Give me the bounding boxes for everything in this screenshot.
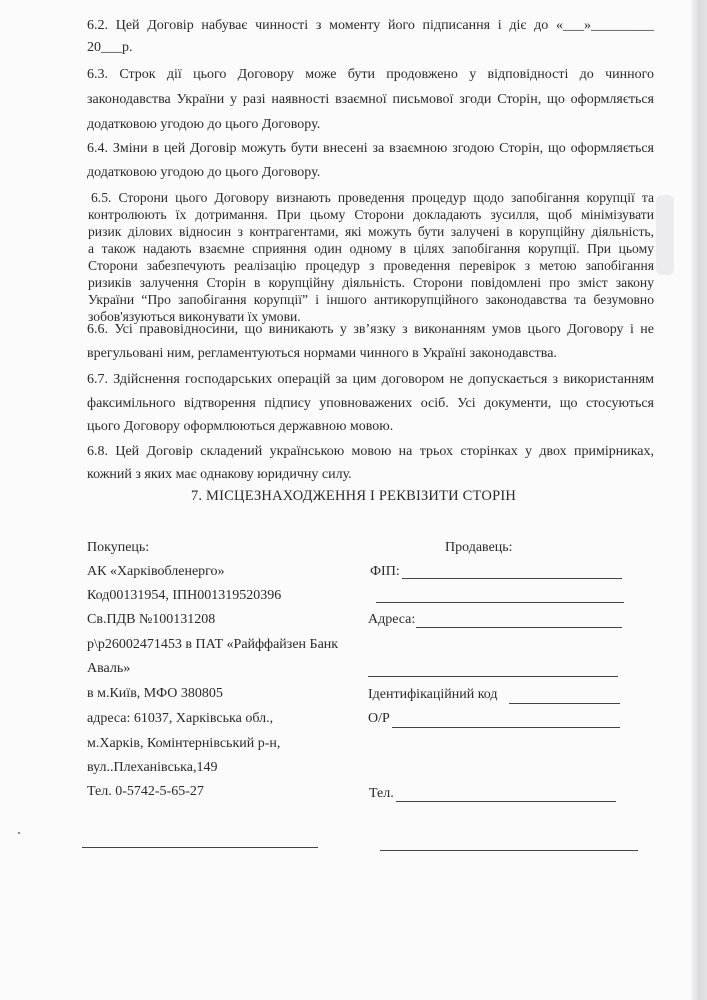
clause-6-7-line-1: 6.7. Здійснення господарських операцій за цим договором не допускається з використанням (87, 372, 654, 387)
seller-address-field-2 (368, 676, 618, 677)
clause-6-8-line-2: кожний з яких має однакову юридичну силу. (87, 467, 352, 482)
seller-signature-line (380, 850, 638, 851)
clause-6-6-line-1: 6.6. Усі правовідносини, що виникають у зв’язку з виконанням умов цього Договору і не (87, 322, 654, 337)
clause-6-5-line: України “Про запобігання корупції” і іншого антикорупційного законодавства та безумовно (88, 292, 654, 307)
buyer-signature-line (82, 847, 318, 848)
clause-6-5-line: ризик ділових відносин з контрагентами, які можуть бути залучені в корупційну діяльність, (88, 224, 654, 239)
clause-6-5-line: 6.5. Сторони цього Договору визнають проведення процедур щодо запобігання корупції та (91, 190, 654, 205)
clause-6-3-line-1: 6.3. Строк дії цього Договору може бути продовжено у відповідності до чинного (87, 67, 654, 82)
seller-id-code-field (509, 703, 620, 704)
clause-6-8-line-1: 6.8. Цей Договір складений українською мовою на трьох сторінках у двох примірниках, (87, 444, 654, 459)
buyer-address-line-3: вул..Плеханівська,149 (87, 760, 218, 775)
seller-phone-field (396, 801, 616, 802)
clause-6-7-line-2: факсимільного відтворення підпису уповноважених осіб. Усі документи, що стосуються (87, 396, 654, 411)
buyer-vat: Св.ПДВ №100131208 (87, 612, 216, 627)
clause-6-2-line-1: 6.2. Цей Договір набуває чинності з моменту його підписання і діє до «___»_________ (87, 18, 654, 33)
clause-6-4-line-1: 6.4. Зміни в цей Договір можуть бути внесені за взаємною згодою Сторін, що оформляється (87, 141, 654, 156)
seller-account-label: О/Р (368, 711, 390, 726)
seller-address-field (416, 627, 622, 628)
seller-label: Продавець: (445, 540, 513, 555)
buyer-city-mfo: в м.Київ, МФО 380805 (87, 686, 223, 701)
clause-6-5-line: Сторони забезпечують реалізацію процедур з проведення перевірок з метою запобігання (88, 258, 654, 273)
buyer-account-line-2: Аваль» (87, 661, 131, 676)
scan-smudge (656, 195, 674, 275)
clause-6-5-line: зобов'язуються виконувати їх умови. (88, 309, 301, 324)
seller-fip-label: ФІП: (370, 564, 400, 579)
buyer-address-line-2: м.Харків, Комінтернівський р-н, (87, 736, 281, 751)
buyer-codes: Код00131954, ІПН001319520396 (87, 588, 282, 603)
seller-fip-field (402, 578, 622, 579)
clause-6-3-line-3: додатковою угодою до цього Договору. (87, 117, 321, 132)
clause-6-5-line: а також надають взаємне сприяння один одному в цілях запобігання корупції. При цьому (88, 241, 654, 256)
clause-6-5 (88, 189, 654, 325)
clause-6-5-line: контролюють їх дотримання. При цьому Сторони докладають зусилля, щоб мінімізувати (88, 207, 654, 222)
clause-6-5-line: ризиків залучення Сторін в корупційну діяльність. Сторони повідомлені про зміст закону (88, 275, 654, 290)
seller-phone-label: Тел. (369, 786, 394, 801)
seller-id-code-label: Ідентифікаційний код (368, 687, 498, 702)
section-7-heading: 7. МІСЦЕЗНАХОДЖЕННЯ І РЕКВІЗИТИ СТОРІН (190, 488, 517, 504)
seller-address-label: Адреса: (368, 612, 416, 627)
scan-speck (18, 832, 20, 834)
clause-6-2-line-2: 20___р. (87, 40, 133, 55)
buyer-phone: Тел. 0-5742-5-65-27 (87, 784, 204, 799)
buyer-name: АК «Харківобленерго» (87, 564, 225, 579)
buyer-address-line-1: адреса: 61037, Харківська обл., (87, 711, 274, 726)
seller-fip-field-2 (376, 602, 624, 603)
clause-6-6-line-2: врегульовані ним, регламентуються нормами чинного в Україні законодавства. (87, 346, 557, 361)
buyer-label: Покупець: (87, 540, 150, 555)
seller-account-field (392, 727, 620, 728)
clause-6-4-line-2: додатковою угодою до цього Договору. (87, 165, 321, 180)
clause-6-7-line-3: цього Договору оформлюються державною мовою. (87, 419, 394, 434)
clause-6-3-line-2: законодавства України у разі наявності взаємної письмової згоди Сторін, що оформляється (87, 92, 654, 107)
buyer-account-line-1: р\р26002471453 в ПАТ «Райффайзен Банк (87, 637, 339, 652)
